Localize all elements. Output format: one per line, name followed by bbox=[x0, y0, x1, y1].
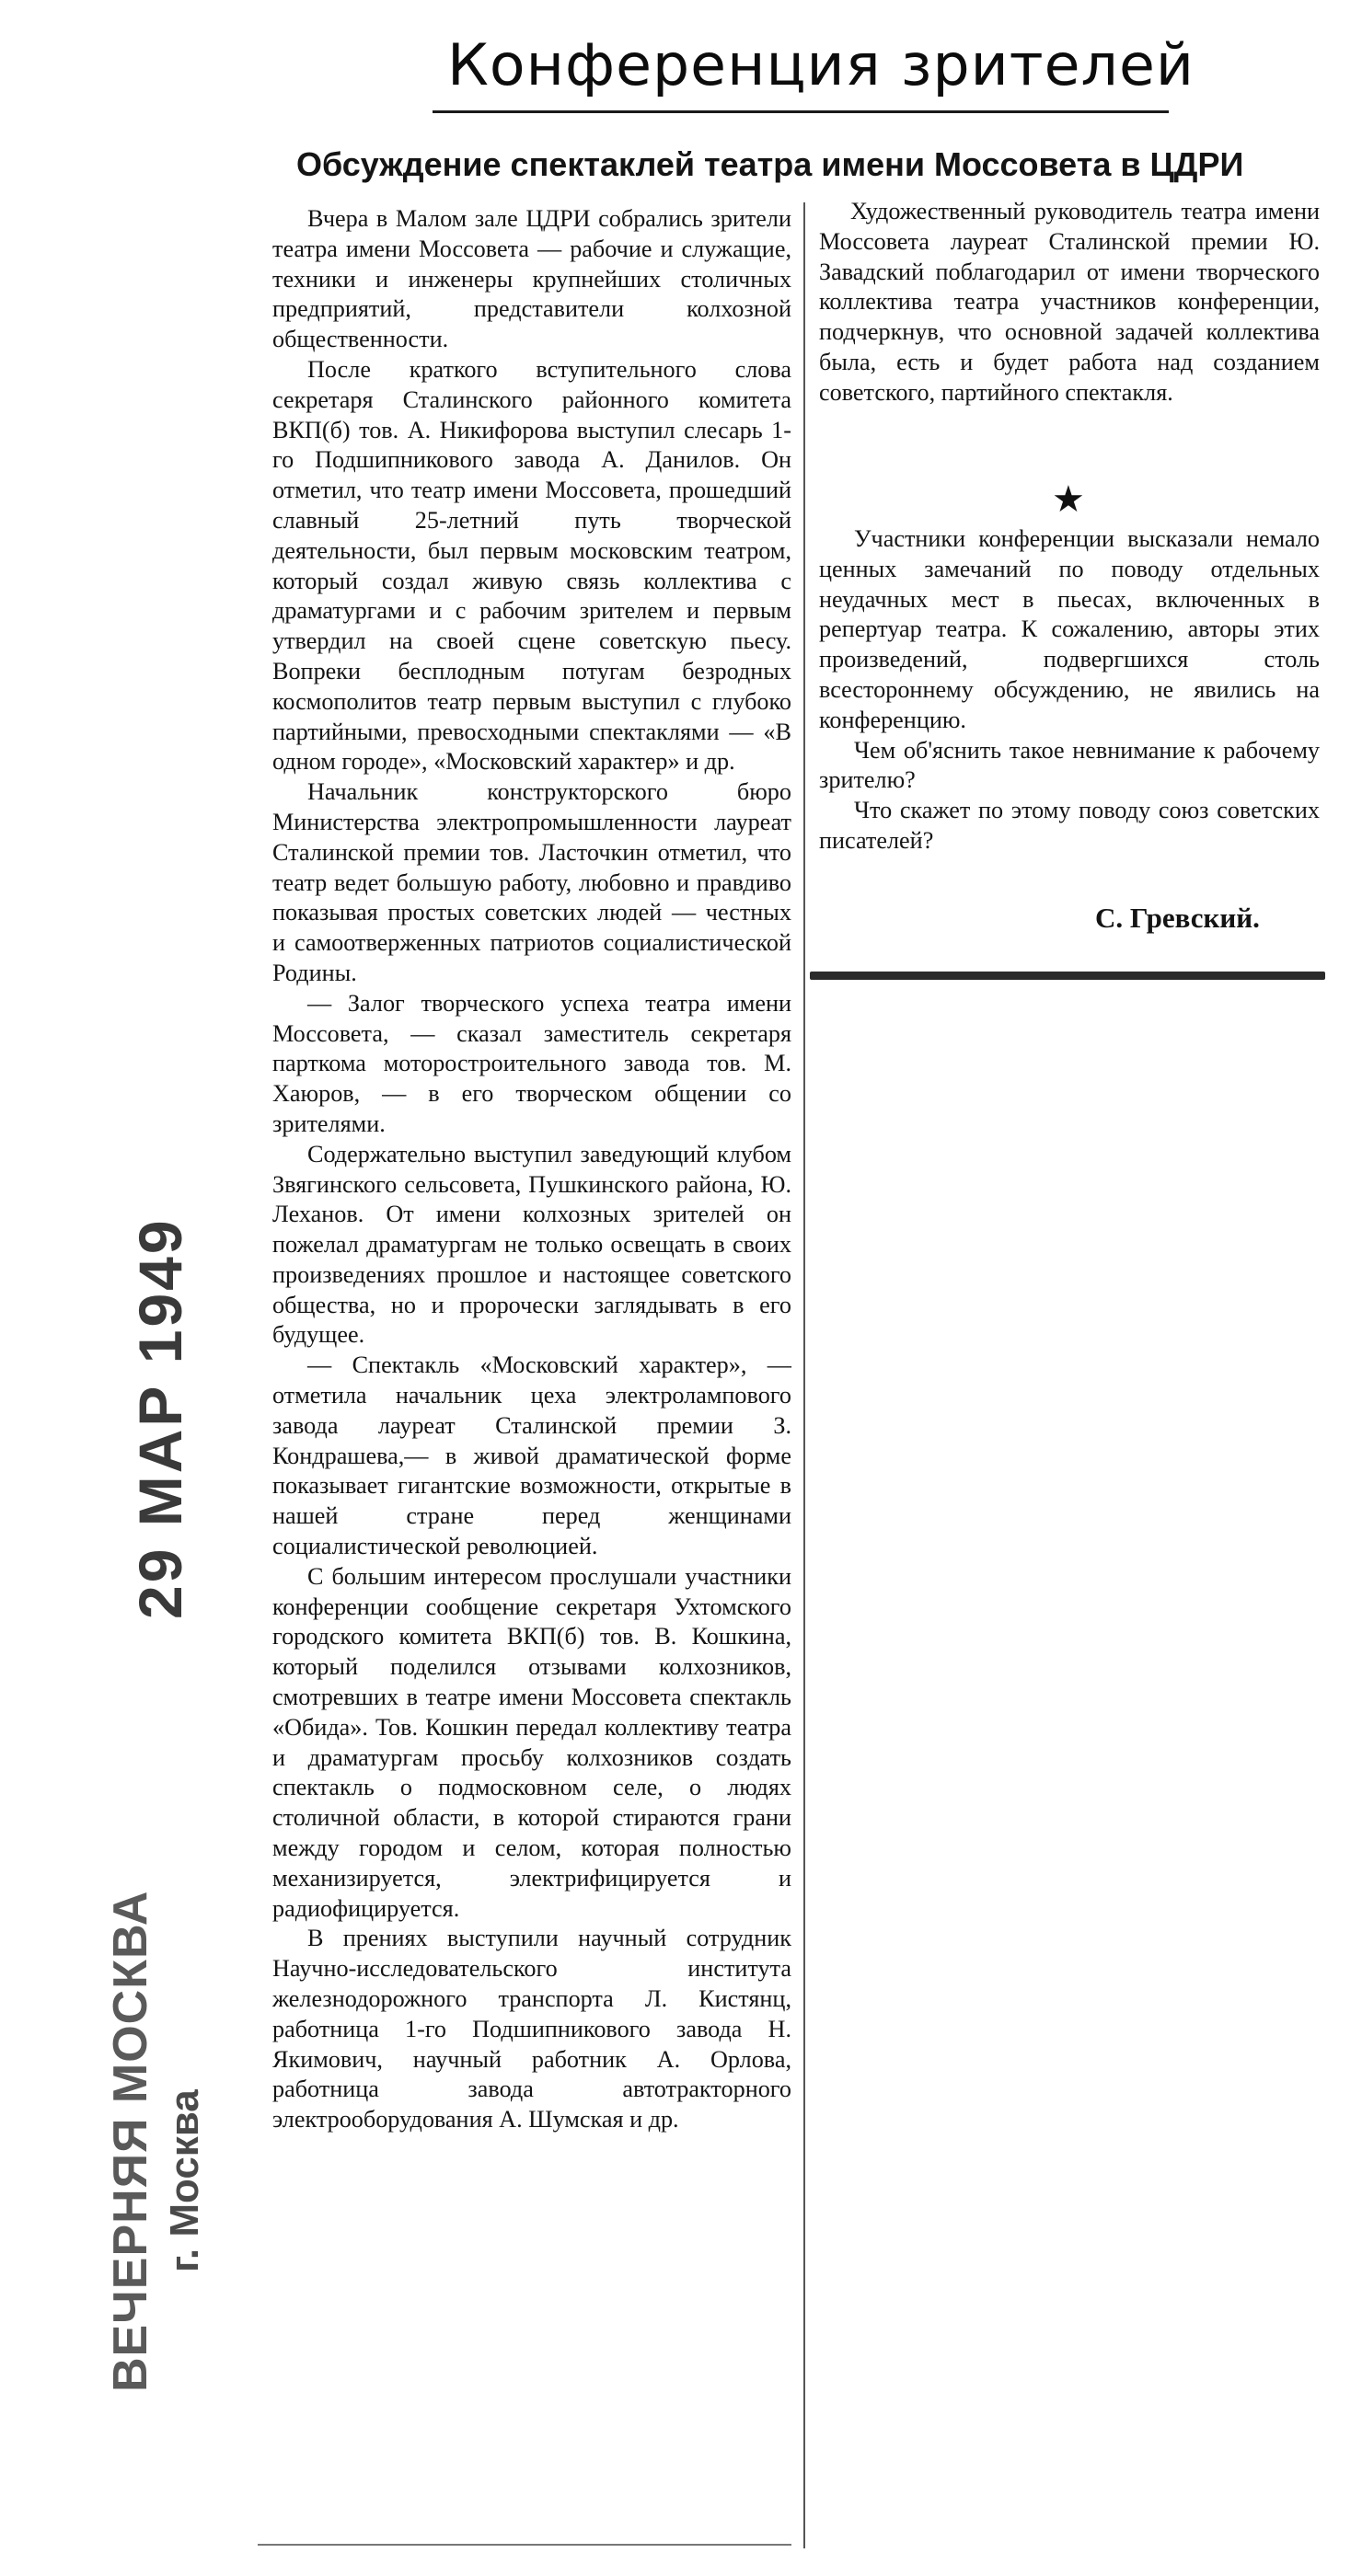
paragraph: Содержательно выступил заведующий клубом Звягинского сельсовета, Пушкинского района, Ю. Леханов. От имени колхозных зрителей он пожелал драматургам не только освещать в своих произведениях прошлое и настоящее советского общества, но и пророчески заглядывать в его будущее. bbox=[272, 1140, 791, 1349]
paragraph: Участники конференции высказали немало ценных замечаний по поводу отдельных неудачных мест в пьесах, включенных в репертуар театра. К сожалению, авторы этих произведений, подвергшихся столь всестороннему обсуждению, не явились на конференцию. bbox=[819, 525, 1320, 733]
left-column bbox=[272, 204, 791, 2135]
bottom-rule bbox=[258, 2544, 791, 2546]
newspaper-stamp: ВЕЧЕРНЯЯ МОСКВА bbox=[104, 1890, 157, 2392]
paragraph: Художественный руководитель театра имени Моссовета лауреат Сталинской премии Ю. Завадский поблагодарил от имени творческого коллектива театра участников конференции, подчеркнув, что основной задачей коллектива была, есть и будет работа над созданием советского, партийного спектакля. bbox=[819, 198, 1320, 406]
right-column-top bbox=[819, 197, 1320, 408]
title-rule bbox=[433, 110, 1169, 113]
paragraph: Что скажет по этому поводу союз советских писателей? bbox=[819, 797, 1320, 854]
paragraph: После краткого вступительного слова секретаря Сталинского районного комитета ВКП(б) тов. А. Никифорова выступил слесарь 1-го Подшипникового завода А. Данилов. Он отметил, что театр имени Моссовета, прошедший славный 25-летний путь творческой деятельности, был первым московским театром, который создал живую связь коллектива с драматургами и с рабочим зрителем и первым утвердил на своей сцене советскую пьесу. Вопреки бесплодным потугам безродных космополитов театр первым выступил с глубоко партийными, превосходными спектаклями — «В одном городе», «Московский характер» и др. bbox=[272, 355, 791, 776]
paragraph: Начальник конструкторского бюро Министерства электропромышленности лауреат Сталинской премии тов. Ласточкин отметил, что театр ведет большую работу, любовно и правдиво показывая простых советских людей — честных и самоотверженных патриотов социалистической Родины. bbox=[272, 778, 791, 986]
star-separator: ★ bbox=[1052, 478, 1085, 521]
author-signature: С. Гревский. bbox=[1095, 902, 1260, 934]
closing-rule bbox=[810, 972, 1325, 980]
page-title: Конференция зрителей bbox=[447, 31, 1195, 98]
date-stamp: 29 МАР 1949 bbox=[126, 1217, 194, 1619]
article-subheadline: Обсуждение спектаклей театра имени Моссовета в ЦДРИ bbox=[296, 145, 1244, 183]
right-column-bottom bbox=[819, 524, 1320, 857]
paragraph: Чем об'яснить такое невнимание к рабочему зрителю? bbox=[819, 736, 1320, 794]
paragraph: С большим интересом прослушали участники конференции сообщение секретаря Ухтомского городского комитета ВКП(б) тов. В. Кошкина, который поделился отзывами колхозников, смотревших в театре имени Моссовета спектакль «Обида». Тов. Кошкин передал коллективу театра и драматургам просьбу колхозников создать спектакль о подмосковном селе, о людях столичной области, в которой стираются грани между городом и селом, которая полностью механизируется, электрифицируется и радиофицируется. bbox=[272, 1562, 791, 1922]
paragraph: В прениях выступили научный сотрудник Научно-исследовательского института железнодорожного транспорта Л. Кистянц, работница 1-го Подшипникового завода Н. Якимович, научный работник А. Орлова, работница завода автотракторного электрооборудования А. Шумская и др. bbox=[272, 1925, 791, 2133]
city-stamp: г. Москва bbox=[162, 2089, 207, 2272]
column-divider bbox=[803, 202, 805, 2548]
paragraph: — Спектакль «Московский характер», — отметила начальник цеха электролампового завода лауреат Сталинской премии З. Кондрашева,— в живой драматической форме показывает гигантские возможности, открытые в нашей стране перед женщинами социалистической революцией. bbox=[272, 1351, 791, 1560]
paragraph: Вчера в Малом зале ЦДРИ собрались зрители театра имени Моссовета — рабочие и служащие, техники и инженеры крупнейших столичных предприятий, представители колхозной общественности. bbox=[272, 205, 791, 353]
paragraph: — Залог творческого успеха театра имени Моссовета, — сказал заместитель секретаря парткома моторостроительного завода тов. М. Хаюров, — в его творческом общении со зрителями. bbox=[272, 989, 791, 1137]
